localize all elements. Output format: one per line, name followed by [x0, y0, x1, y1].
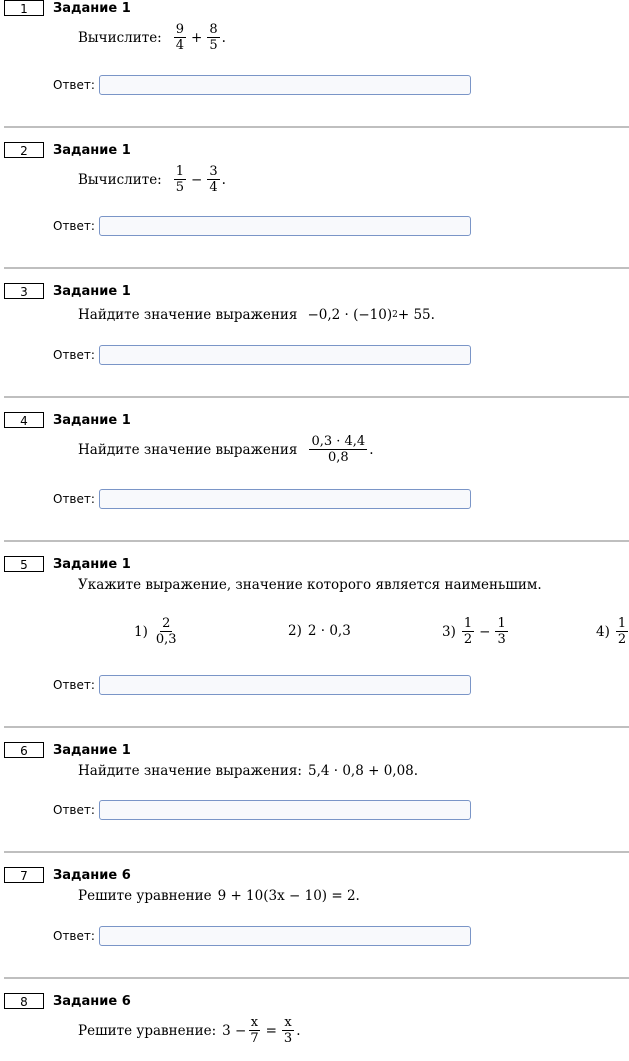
answer-input[interactable]	[99, 926, 471, 946]
task-statement	[78, 763, 418, 779]
task-title: Задание 1	[53, 143, 131, 158]
task-statement	[78, 164, 226, 195]
answer-input[interactable]	[99, 75, 471, 95]
math-expression: 5,4 · 0,8 + 0,08.	[307, 763, 419, 779]
answer-input[interactable]	[99, 489, 471, 509]
task-statement	[78, 577, 542, 593]
task-title: Задание 1	[53, 1, 131, 16]
divider	[4, 126, 629, 128]
task-number: 3	[4, 283, 44, 299]
task-title: Задание 6	[53, 994, 131, 1009]
divider	[4, 726, 629, 728]
statement-text: Решите уравнение	[78, 888, 212, 904]
statement-text: Найдите значение выражения	[78, 307, 298, 323]
task-number: 7	[4, 867, 44, 883]
task-number: 2	[4, 142, 44, 158]
task-statement	[78, 434, 373, 465]
task-statement	[78, 22, 226, 53]
task-statement	[78, 888, 360, 904]
answer-input[interactable]	[99, 800, 471, 820]
answer-label: Ответ:	[53, 803, 95, 817]
task-title: Задание 1	[53, 557, 131, 572]
task-statement	[78, 1015, 301, 1046]
task-number: 8	[4, 993, 44, 1009]
math-expression: $\frac{0,3 \cdot 4,4}{0,8}$ .	[311, 434, 374, 465]
statement-text: Вычислите:	[78, 171, 162, 188]
answer-label: Ответ:	[53, 348, 95, 362]
option-4: 4) $\frac{1}{2}$	[596, 616, 627, 647]
task-number: 1	[4, 0, 44, 16]
divider	[4, 540, 629, 542]
task-title: Задание 1	[53, 413, 131, 428]
math-expression: −0,2 · (−10) 2 + 55.	[307, 307, 435, 323]
statement-text: Укажите выражение, значение которого является наименьшим.	[78, 577, 542, 593]
answer-label: Ответ:	[53, 219, 95, 233]
answer-label: Ответ:	[53, 492, 95, 506]
math-expression: 9 + 10(3x − 10) = 2.	[217, 888, 360, 904]
option-3: 3) $\frac{1}{2}$ − $\frac{1}{3}$	[442, 616, 506, 647]
task-title: Задание 6	[53, 868, 131, 883]
divider	[4, 267, 629, 269]
answer-input[interactable]	[99, 216, 471, 236]
option-2: 2) 2 · 0,3	[288, 623, 351, 639]
task-number: 4	[4, 412, 44, 428]
answer-input[interactable]	[99, 345, 471, 365]
answer-label: Ответ:	[53, 78, 95, 92]
task-number: 6	[4, 742, 44, 758]
statement-text: Решите уравнение:	[78, 1022, 217, 1039]
task-number: 5	[4, 556, 44, 572]
math-expression: $\frac{9}{4}$ + $\frac{8}{5}$ .	[175, 22, 226, 53]
math-expression: $\frac{1}{5}$ − $\frac{3}{4}$ .	[175, 164, 226, 195]
answer-label: Ответ:	[53, 678, 95, 692]
option-1: 1) $\frac{2}{0,3}$	[134, 616, 177, 647]
task-title: Задание 1	[53, 284, 131, 299]
task-statement	[78, 307, 435, 323]
divider	[4, 977, 629, 979]
task-title: Задание 1	[53, 743, 131, 758]
answer-label: Ответ:	[53, 929, 95, 943]
statement-text: Найдите значение выражения	[78, 441, 298, 458]
divider	[4, 396, 629, 398]
math-expression: 3 − $\frac{x}{7}$ = $\frac{x}{3}$ .	[222, 1015, 301, 1046]
divider	[4, 851, 629, 853]
statement-text: Вычислите:	[78, 29, 162, 46]
statement-text: Найдите значение выражения:	[78, 763, 302, 779]
answer-input[interactable]	[99, 675, 471, 695]
